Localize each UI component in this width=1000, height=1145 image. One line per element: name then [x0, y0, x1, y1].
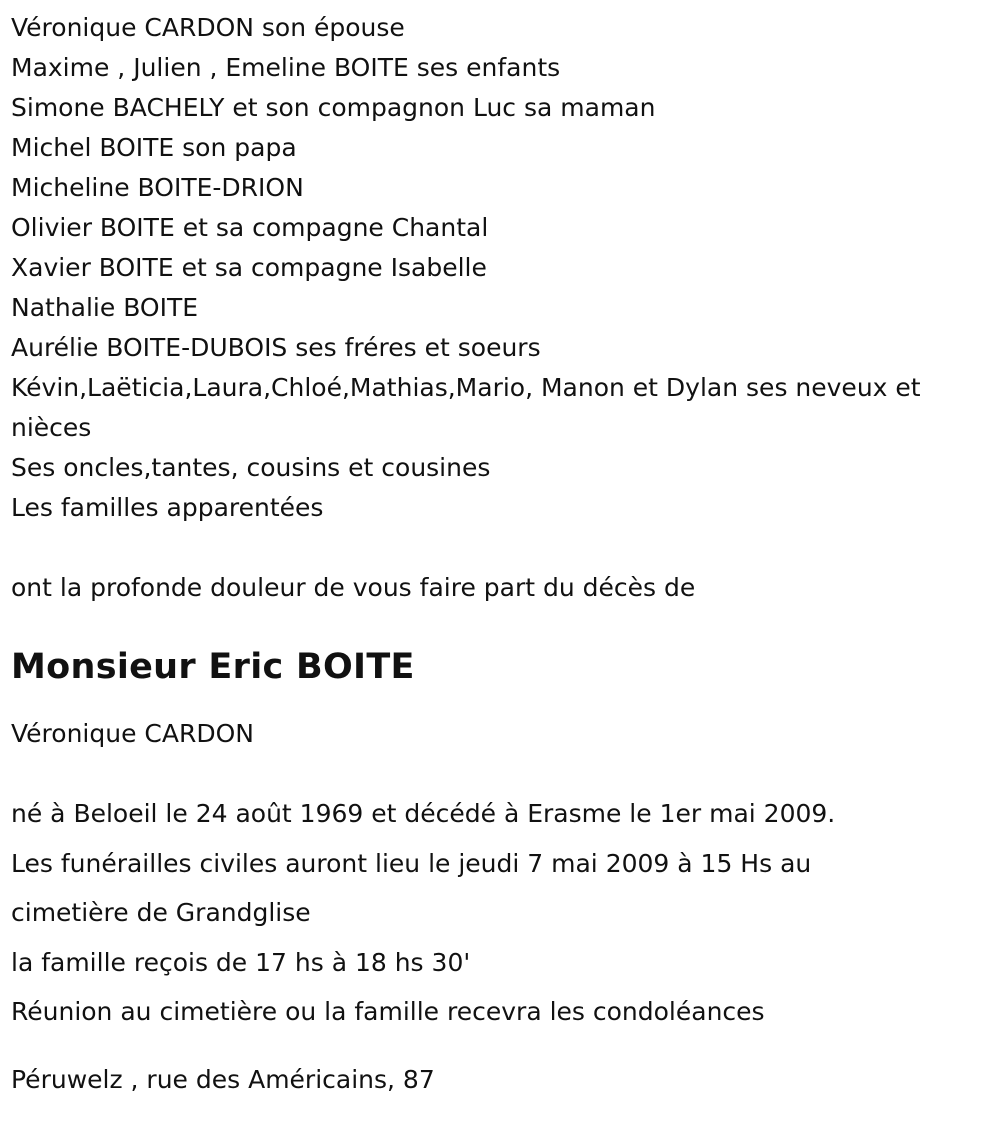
family-line: Maxime , Julien , Emeline BOITE ses enfants — [11, 53, 561, 82]
detail-line: Réunion au cimetière ou la famille recevra les condoléances — [11, 997, 765, 1026]
family-line: Les familles apparentées — [11, 493, 324, 522]
family-list — [11, 8, 1000, 528]
family-line: Michel BOITE son papa — [11, 133, 297, 162]
deceased-name: Monsieur Eric BOITE — [11, 647, 415, 687]
family-line: Xavier BOITE et sa compagne Isabelle — [11, 253, 487, 282]
family-line: Véronique CARDON son épouse — [11, 13, 405, 42]
detail-line: né à Beloeil le 24 août 1969 et décédé à Erasme le 1er mai 2009. — [11, 799, 836, 828]
family-line: Micheline BOITE-DRION — [11, 173, 304, 202]
family-line: Nathalie BOITE — [11, 293, 199, 322]
family-line: Ses oncles,tantes, cousins et cousines — [11, 453, 491, 482]
family-line: Simone BACHELY et son compagnon Luc sa maman — [11, 93, 656, 122]
family-line: Aurélie BOITE-DUBOIS ses fréres et soeurs — [11, 333, 541, 362]
announcement-text: ont la profonde douleur de vous faire part du décès de — [11, 573, 696, 602]
family-line: Olivier BOITE et sa compagne Chantal — [11, 213, 489, 242]
funeral-details — [11, 789, 1000, 1037]
address-line: Péruwelz , rue des Américains, 87 — [11, 1064, 435, 1094]
detail-line: cimetière de Grandglise — [11, 898, 311, 927]
detail-line: la famille reçois de 17 hs à 18 hs 30' — [11, 947, 471, 977]
signer-name: Véronique CARDON — [11, 719, 254, 748]
detail-line: Les funérailles civiles auront lieu le jeudi 7 mai 2009 à 15 Hs au — [11, 848, 812, 878]
family-line: Kévin,Laëticia,Laura,Chloé,Mathias,Mario, Manon et Dylan ses neveux et nièces — [11, 373, 921, 442]
